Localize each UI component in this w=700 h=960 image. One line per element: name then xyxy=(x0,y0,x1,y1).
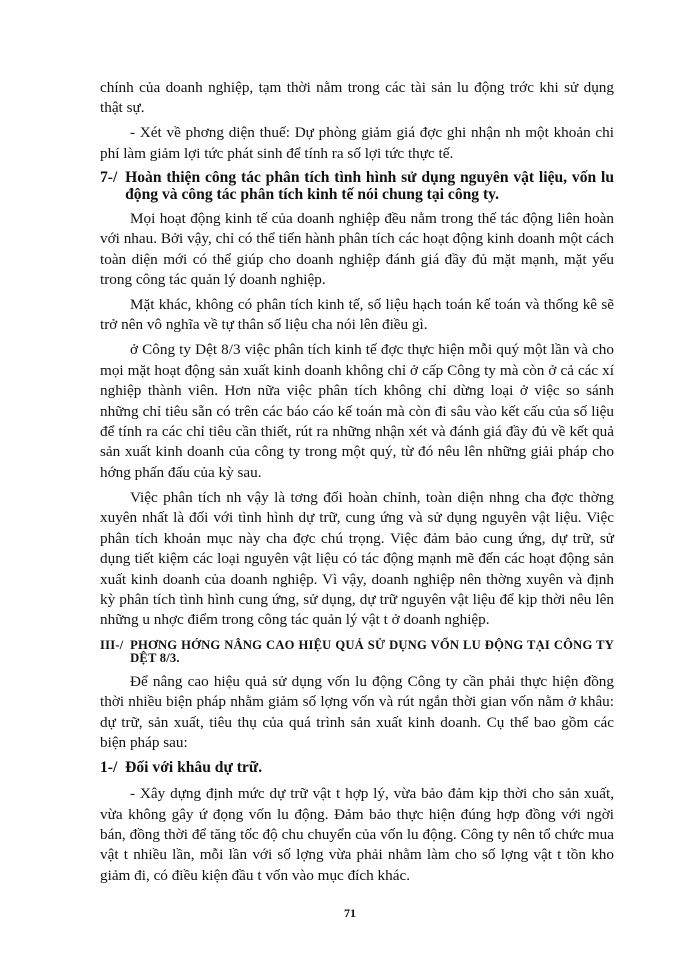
paragraph-company-analysis: ở Công ty Dệt 8/3 việc phân tích kinh tế đợc thực hiện mỗi quý một lần và cho mọi mặt hoạt động sản xuất kinh doanh không chỉ ở cấp Công ty mà còn ở cả các xí nghiệp thành viên. Hơn nữa việc phân tích không chỉ dừng loại ở việc so sánh những chỉ tiêu sẵn có trên các báo cáo kế toán mà còn đi sâu vào kết cấu của số liệu để tính ra các chỉ tiêu cần thiết, rút ra những nhận xét và đánh giá đầy đủ về kết quả sản xuất kinh doanh của công ty trong một quý, từ đó nêu lên những giải pháp cho hớng phấn đấu của kỳ sau. xyxy=(100,341,614,481)
section-heading-1 xyxy=(100,758,614,778)
paragraph-analysis-importance: Mặt khác, không có phân tích kinh tế, số liệu hạch toán kế toán và thống kê sẽ trở nên vô nghĩa về tự thân số liệu cha nói lên điều gì. xyxy=(100,296,614,334)
paragraph-tax-provision: - Xét về phơng diện thuế: Dự phòng giảm giá đợc ghi nhận nh một khoản chi phí làm giảm lợi tức phát sinh để tính ra số lợi tức thực tế. xyxy=(100,124,614,162)
paragraph-economic-activity: Mọi hoạt động kinh tế của doanh nghiệp đều nằm trong thế tác động liên hoàn với nhau. Bởi vậy, chỉ có thể tiến hành phân tích các hoạt động kinh doanh một cách toàn diện mới có thể giúp cho doanh nghiệp đánh giá đầy đủ mặt mạnh, mặt yếu trong công tác quản lý doanh nghiệp. xyxy=(100,209,614,289)
section-heading-iii xyxy=(100,639,614,666)
section-heading-7 xyxy=(100,169,614,203)
paragraph-capital-efficiency: Để nâng cao hiệu quả sử dụng vốn lu động Công ty cần phải thực hiện đồng thời nhiều biện pháp nhằm giảm số lợng vốn và rút ngắn thời gian vốn nằm ở khâu: dự trữ, sản xuất, tiêu thụ của quá trình sản xuất kinh doanh. Cụ thể bao gồm các biện pháp sau: xyxy=(100,672,614,752)
section-number: 7-/ xyxy=(100,168,126,186)
section-title: Hoàn thiện công tác phân tích tình hình sử dụng nguyên vật liệu, vốn lu động và công tác phân tích kinh tế nói chung tại công ty. xyxy=(125,168,614,203)
page-number: 71 xyxy=(344,906,356,920)
section-title: Đối với khâu dự trữ. xyxy=(125,759,263,777)
page-content xyxy=(100,78,614,891)
section-number: 1-/ xyxy=(100,759,126,777)
paragraph-material-analysis: Việc phân tích nh vậy là tơng đối hoàn chỉnh, toàn diện nhng cha đợc thờng xuyên nhất là đối với tình hình dự trữ, cung ứng và sử dụng nguyên vật liệu. Việc phân tích khoản mục này cha đợc chú trọng. Việc đảm bảo cung ứng, dự trữ, sử dụng tiết kiệm các loại nguyên vật liệu có tác động mạnh mẽ đến các hoạt động sản xuất kinh doanh của doanh nghiệp. Vì vậy, doanh nghiệp nên thờng xuyên và định kỳ phân tích tình hình cung ứng, sử dụng, dự trữ nguyên vật liệu để kịp thời nêu lên những u nhợc điểm trong công tác quản lý vật t ở doanh nghiệp. xyxy=(100,488,614,629)
section-number: III-/ xyxy=(100,637,131,652)
paragraph-inventory-measures: - Xây dựng định mức dự trữ vật t hợp lý, vừa bảo đảm kịp thời cho sản xuất, vừa không gây ứ đọng vốn lu động. Đảm bảo thực hiện đúng hợp đồng với ngời bán, đồng thời để tăng tốc độ chu chuyển của vốn lu động. Công ty nên tổ chức mua vật t nhiều lần, mỗi lần với số lợng vừa phải nhằm làm cho số lợng vật t tồn kho giảm đi, có điều kiện đầu t vốn vào mục đích khác. xyxy=(100,785,614,884)
paragraph-continued: chính của doanh nghiệp, tạm thời nằm trong các tài sản lu động trớc khi sử dụng thật sự. xyxy=(100,79,614,117)
section-title: PHƠNG HỚNG NÂNG CAO HIỆU QUẢ SỬ DỤNG VỐN LU ĐỘNG TẠI CÔNG TY DỆT 8/3. xyxy=(130,637,614,666)
